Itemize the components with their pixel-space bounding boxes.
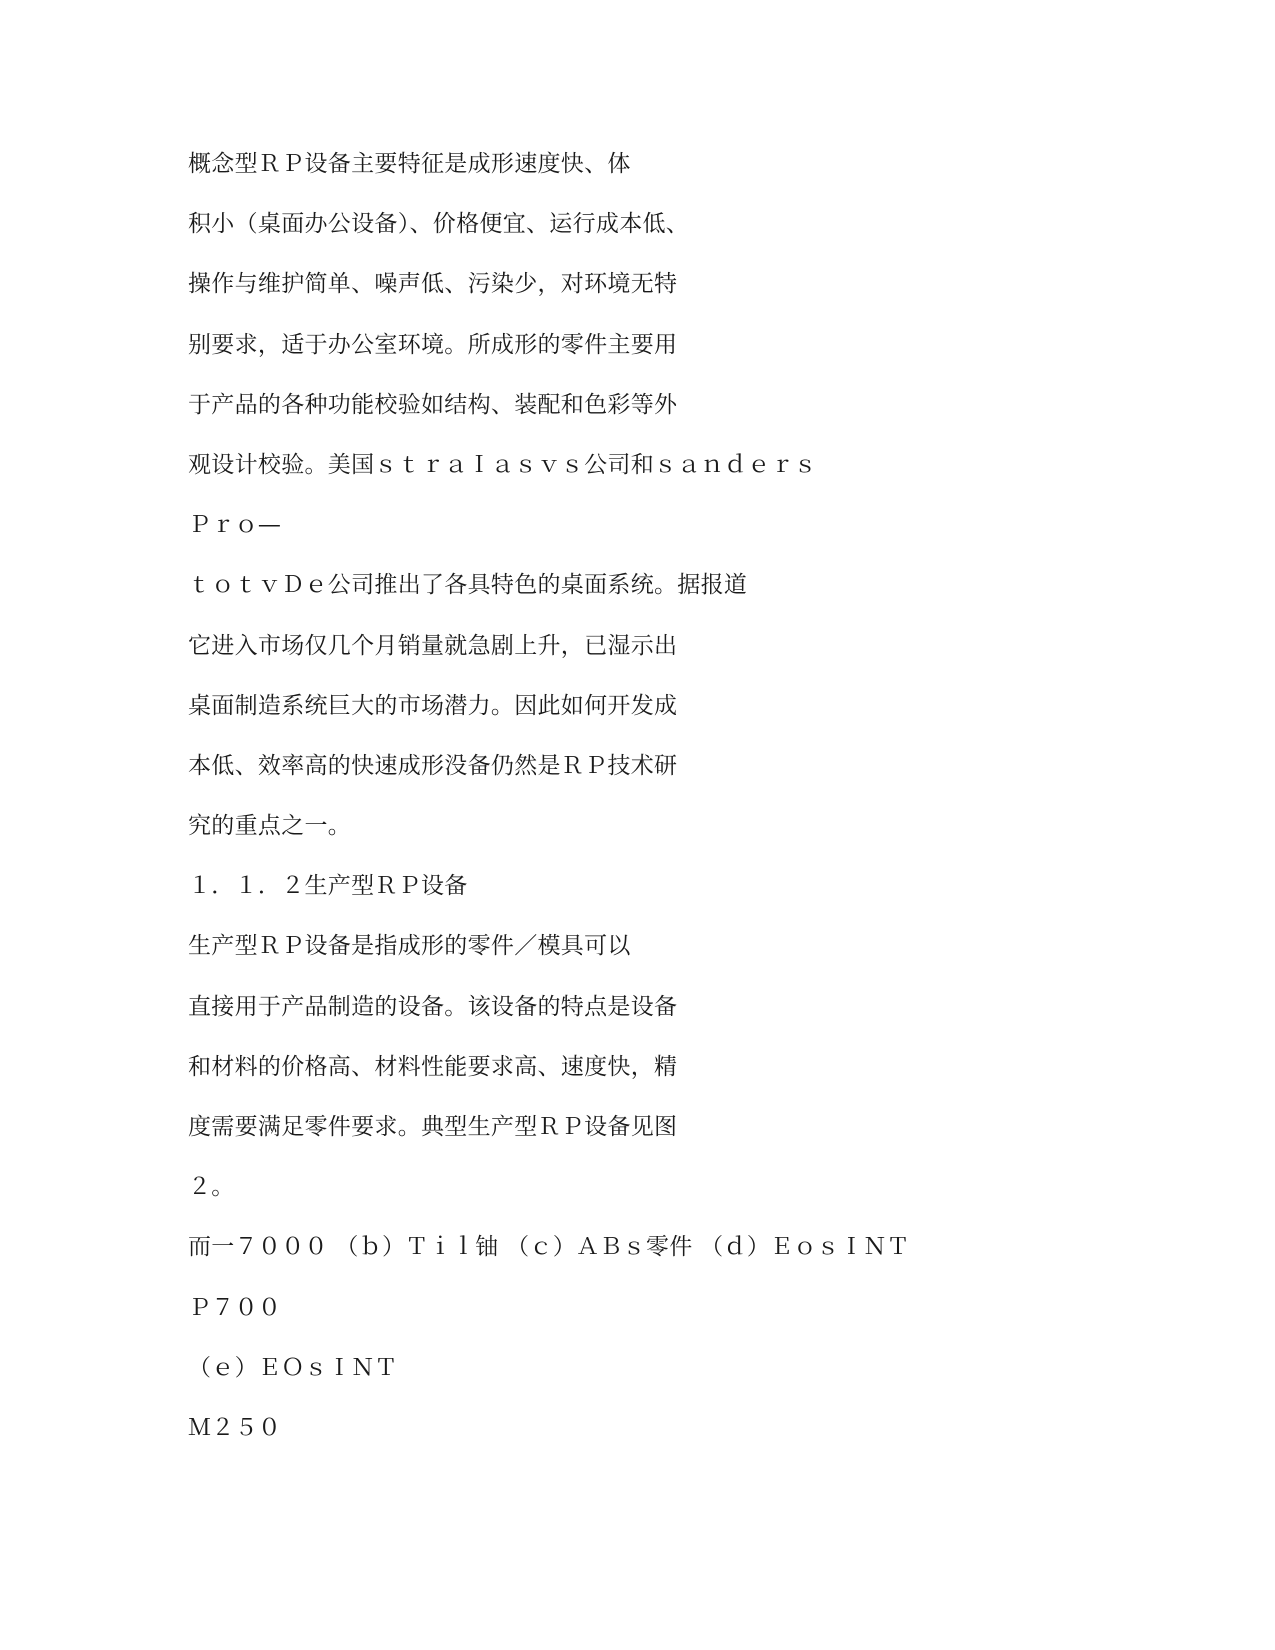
figure-caption-line: （ｅ）ＥＯｓＩＮＴ bbox=[188, 1354, 398, 1381]
text-line: 概念型ＲＰ设备主要特征是成形速度快、体 bbox=[188, 151, 631, 177]
figure-caption-line: 而一７０００ （ｂ）Ｔｉｌ铀 （ｃ）ＡＢｓ零件 （ｄ）ＥｏｓＩＮＴ bbox=[188, 1234, 910, 1261]
text-line: 直接用于产品制造的设备。该设备的特点是设备 bbox=[188, 993, 678, 1020]
section-heading: １．１．２生产型ＲＰ设备 bbox=[188, 873, 468, 900]
figure-caption-line: Ｍ２５０ bbox=[188, 1414, 282, 1441]
text-line: 究的重点之一。 bbox=[188, 813, 352, 840]
text-line: ｔｏｔｖＤｅ公司推出了各具特色的桌面系统。据报道 bbox=[188, 572, 748, 599]
text-line: 积小（桌面办公设备）、价格便宜、运行成本低、 bbox=[188, 211, 690, 238]
text-line: ２。 bbox=[188, 1174, 235, 1201]
body-text bbox=[188, 142, 1188, 1466]
text-line: 桌面制造系统巨大的市场潜力。因此如何开发成 bbox=[188, 692, 678, 719]
text-line: 操作与维护简单、噪声低、污染少，对环境无特 bbox=[188, 271, 678, 298]
text-line: 和材料的价格高、材料性能要求高、速度快，精 bbox=[188, 1053, 678, 1080]
text-line: 观设计校验。美国ｓｔｒａＩａｓｖｓ公司和ｓａｎｄｅｒｓ bbox=[188, 451, 818, 478]
text-line: 于产品的各种功能校验如结构、装配和色彩等外 bbox=[188, 391, 678, 418]
text-line: 它进入市场仅几个月销量就急剧上升，已湿示出 bbox=[188, 632, 678, 659]
text-line: 本低、效率高的快速成形没备仍然是ＲＰ技术研 bbox=[188, 752, 678, 779]
text-line: 度需要满足零件要求。典型生产型ＲＰ设备见图 bbox=[188, 1114, 678, 1140]
text-line: 别要求，适于办公室环境。所成形的零件主要用 bbox=[188, 331, 678, 358]
figure-caption-line: Ｐ７００ bbox=[188, 1294, 282, 1321]
text-line: 生产型ＲＰ设备是指成形的零件／模具可以 bbox=[188, 933, 631, 960]
text-line: Ｐｒｏ— bbox=[188, 512, 282, 539]
